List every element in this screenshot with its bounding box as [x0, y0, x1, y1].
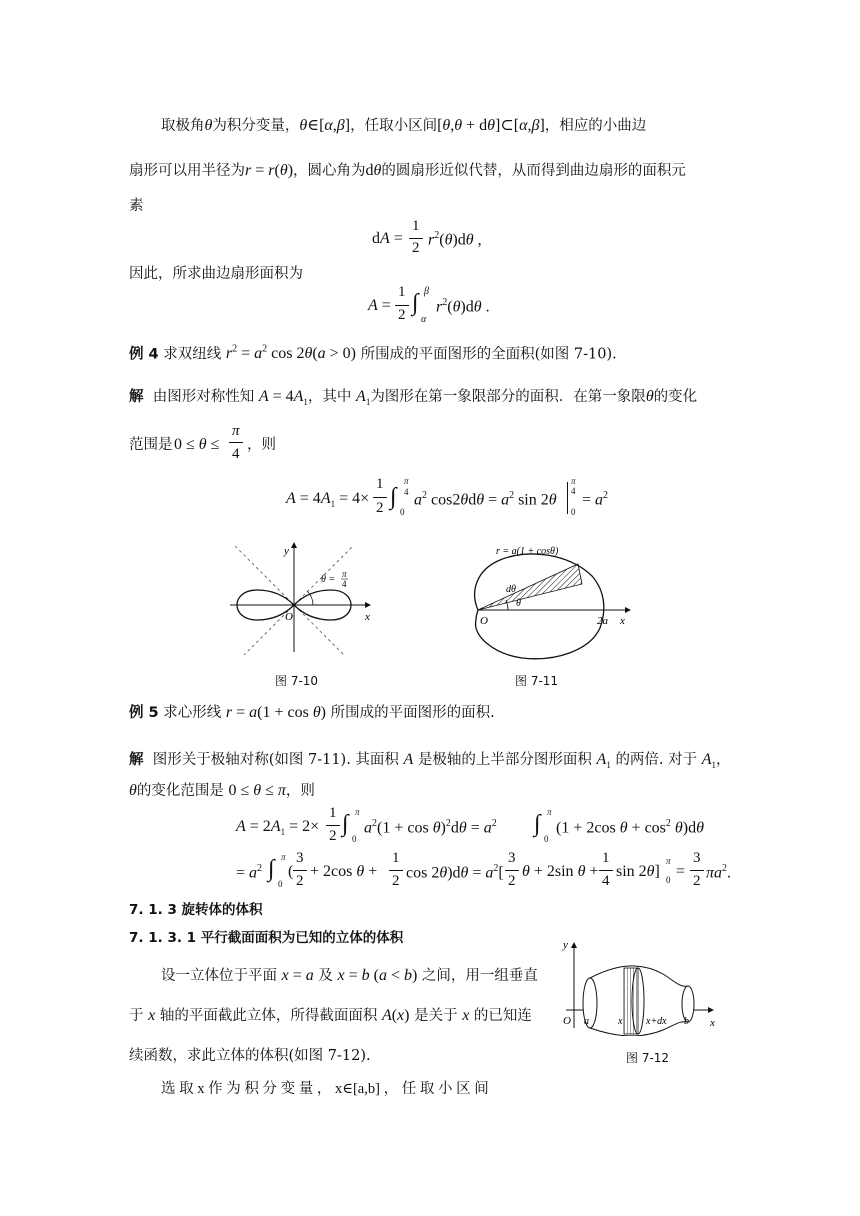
equation-cardioid-area-2: = $a^2$ ∫ π 0 ( 3 2 + 2cos θ + 1 2 $\cos 2\theta)d\theta = a^2$[ 3 2 θ + 2sin θ + 1 4 sin 2θ] π 0 = 3 2 $\pi a^2$. — [236, 850, 732, 889]
text-seg: 所围成的平面图形的面积. — [330, 705, 495, 721]
section-heading-7-1-3: 7. 1. 3 旋转体的体积 — [129, 902, 263, 918]
text-seg: 为图形在第一象限部分的面积．在第一象限 — [370, 389, 646, 405]
y-label: y — [563, 939, 568, 951]
text-seg: 求心形线 — [163, 705, 222, 721]
equation-cardioid-area-1: $A = 2A_1 = 2\times$ 1 2 ∫ π 0 $a^2(1 + \cos \theta)^2d\theta = a^2$ ∫ π 0 (1 + 2cos $\theta + \cos^2 \theta)d\theta$ — [236, 805, 704, 844]
text-seg: ，相应的小曲边 — [544, 118, 647, 134]
y-axis-arrow — [571, 942, 577, 948]
two-a-label: 2a — [597, 615, 608, 627]
math-A: A — [403, 751, 414, 768]
math-cardioid: r = a(1 + cos θ) — [225, 704, 326, 721]
example-label: 例 5 — [129, 705, 159, 721]
paragraph-solid-line2 — [129, 1006, 532, 1026]
example-4 — [129, 340, 617, 364]
math-A1: $A_1$ — [596, 751, 611, 771]
origin-label: O — [285, 611, 293, 623]
math-x-b: x = b (a < b) — [337, 967, 418, 984]
text-seg: 图形关于极轴对称(如图 7-11). 其面积 — [148, 752, 399, 768]
text-seg: 轴的平面截此立体，所得截面面积 — [159, 1008, 378, 1024]
solution-4-line2: 范围是 0 ≤ θ ≤ π 4 ，则 — [129, 423, 276, 462]
curve-label: r = a(1 + cosθ) — [496, 546, 559, 557]
x-label: x — [710, 1017, 715, 1029]
text-seg: 的已知连 — [473, 1008, 532, 1024]
text-seg: 设一立体位于平面 — [161, 968, 277, 984]
math-subinterval: [θ,θ + dθ]⊂[α,β] — [437, 117, 545, 134]
text-seg: 为积分变量， — [212, 118, 300, 134]
origin-label: O — [563, 1015, 571, 1027]
solid-body — [590, 966, 688, 1036]
solution-4-line1 — [129, 387, 697, 412]
theta-label: θ — [516, 598, 521, 609]
x-label: x — [365, 611, 370, 623]
y-label: y — [284, 545, 289, 557]
b-label: b — [684, 1016, 689, 1027]
text-seg: 之间，用一组垂直 — [421, 968, 538, 984]
text-seg: ，其中 — [307, 389, 352, 405]
paragraph-polar-line1 — [161, 116, 646, 136]
four-label: 4 — [342, 579, 347, 589]
theta-symbol: θ — [645, 388, 654, 405]
text-seg: ，则 — [285, 783, 315, 799]
paragraph-area-intro: 因此，所求曲边扇形面积为 — [129, 266, 303, 282]
math-interval: θ∈[α,β] — [299, 117, 351, 134]
xdx-label: x+dx — [646, 1016, 667, 1027]
theta-label: θ = — [321, 574, 336, 585]
math-range: 0 ≤ θ ≤ π — [228, 782, 286, 799]
math-x-a: x = a — [281, 967, 314, 984]
text-seg: ，圆心角为 — [293, 163, 366, 179]
text-seg: 及 — [318, 968, 333, 984]
text-seg: 是关于 — [414, 1008, 458, 1024]
a-label: a — [584, 1016, 589, 1027]
y-axis-arrow — [291, 542, 297, 548]
figure-7-10 — [225, 540, 385, 655]
x-pos-label: x — [618, 1016, 623, 1027]
x-label: x — [620, 615, 625, 627]
paragraph-choose-x: 选 取 x 作 为 积 分 变 量 ， x∈[a,b] ， 任 取 小 区 间 — [161, 1081, 489, 1097]
math-dtheta: dθ — [365, 162, 382, 179]
equation-sector-area: A = 1 2 ∫ β α $r^2(\theta)d\theta$ . — [368, 284, 490, 325]
math-A1: $A_1$ — [701, 751, 717, 771]
math-x: x — [462, 1007, 470, 1024]
x-axis-arrow — [708, 1007, 714, 1013]
slice-hatched — [624, 968, 638, 1034]
section-heading-7-1-3-1: 7. 1. 3. 1 平行截面面积为已知的立体的体积 — [129, 930, 404, 946]
text-seg: 所围成的平面图形的全面积(如图 7-10). — [360, 346, 617, 363]
text-seg: 的变化 — [653, 389, 698, 405]
text-seg: 是极轴的上半部分图形面积 — [417, 752, 592, 768]
paragraph-polar-line2 — [129, 161, 686, 181]
math-Ax: A(x) — [381, 1007, 410, 1024]
text-seg: 的变化范围是 — [136, 783, 224, 799]
text-seg: ， — [716, 752, 731, 768]
text-seg: 的圆扇形近似代替，从而得到曲边扇形的面积元 — [381, 163, 686, 179]
math-x: x — [148, 1007, 156, 1024]
paragraph-polar-line3: 素 — [129, 198, 144, 214]
equation-lemniscate-area: $A = 4A_1 = 4\times$ 1 2 ∫ π 4 0 $a^2$ $\cos 2\theta d\theta = a^2$ sin 2θ π 4 0 = $a^2$ — [286, 476, 609, 517]
math-A-4A1: $A = 4A_1$ — [258, 388, 308, 408]
figure-7-11 — [460, 540, 650, 665]
pi-label: π — [342, 569, 347, 579]
caption-fig-7-12: 图 7-12 — [626, 1051, 670, 1065]
theta-symbol: θ — [129, 782, 137, 799]
caption-fig-7-10: 图 7-10 — [275, 674, 319, 688]
theta-symbol: θ — [204, 117, 213, 134]
origin-label: O — [480, 615, 488, 627]
polar-axis-arrow — [625, 607, 631, 613]
text-seg: 求双纽线 — [163, 346, 222, 363]
example-label: 例 4 — [129, 346, 159, 363]
example-5 — [129, 703, 495, 723]
text-seg: 扇形可以用半径为 — [129, 163, 245, 179]
solution-label: 解 — [129, 752, 144, 768]
solution-5-line1 — [129, 750, 731, 775]
figure-7-12 — [558, 936, 728, 1036]
text-seg: 的两倍. 对于 — [615, 752, 698, 768]
math-A1: $A_1$ — [356, 388, 371, 408]
math-lemniscate: $r^2 = a^2$ cos 2θ(a > 0) — [225, 344, 356, 363]
text-seg: 取极角 — [161, 118, 205, 134]
paragraph-solid-line1 — [161, 966, 538, 986]
paragraph-solid-line3: 续函数，求此立体的体积(如图 7-12). — [129, 1048, 371, 1064]
dtheta-label: dθ — [506, 584, 516, 595]
sector-hatched — [478, 564, 582, 610]
math-r-theta: r = r(θ) — [245, 162, 294, 179]
caption-fig-7-11: 图 7-11 — [515, 674, 559, 688]
x-axis-arrow — [365, 602, 371, 608]
text-seg: 于 — [129, 1008, 144, 1024]
text-seg: 由图形对称性知 — [148, 389, 255, 405]
solution-label: 解 — [129, 389, 144, 405]
text-seg: ，任取小区间 — [350, 118, 438, 134]
solution-5-line2 — [129, 781, 315, 801]
